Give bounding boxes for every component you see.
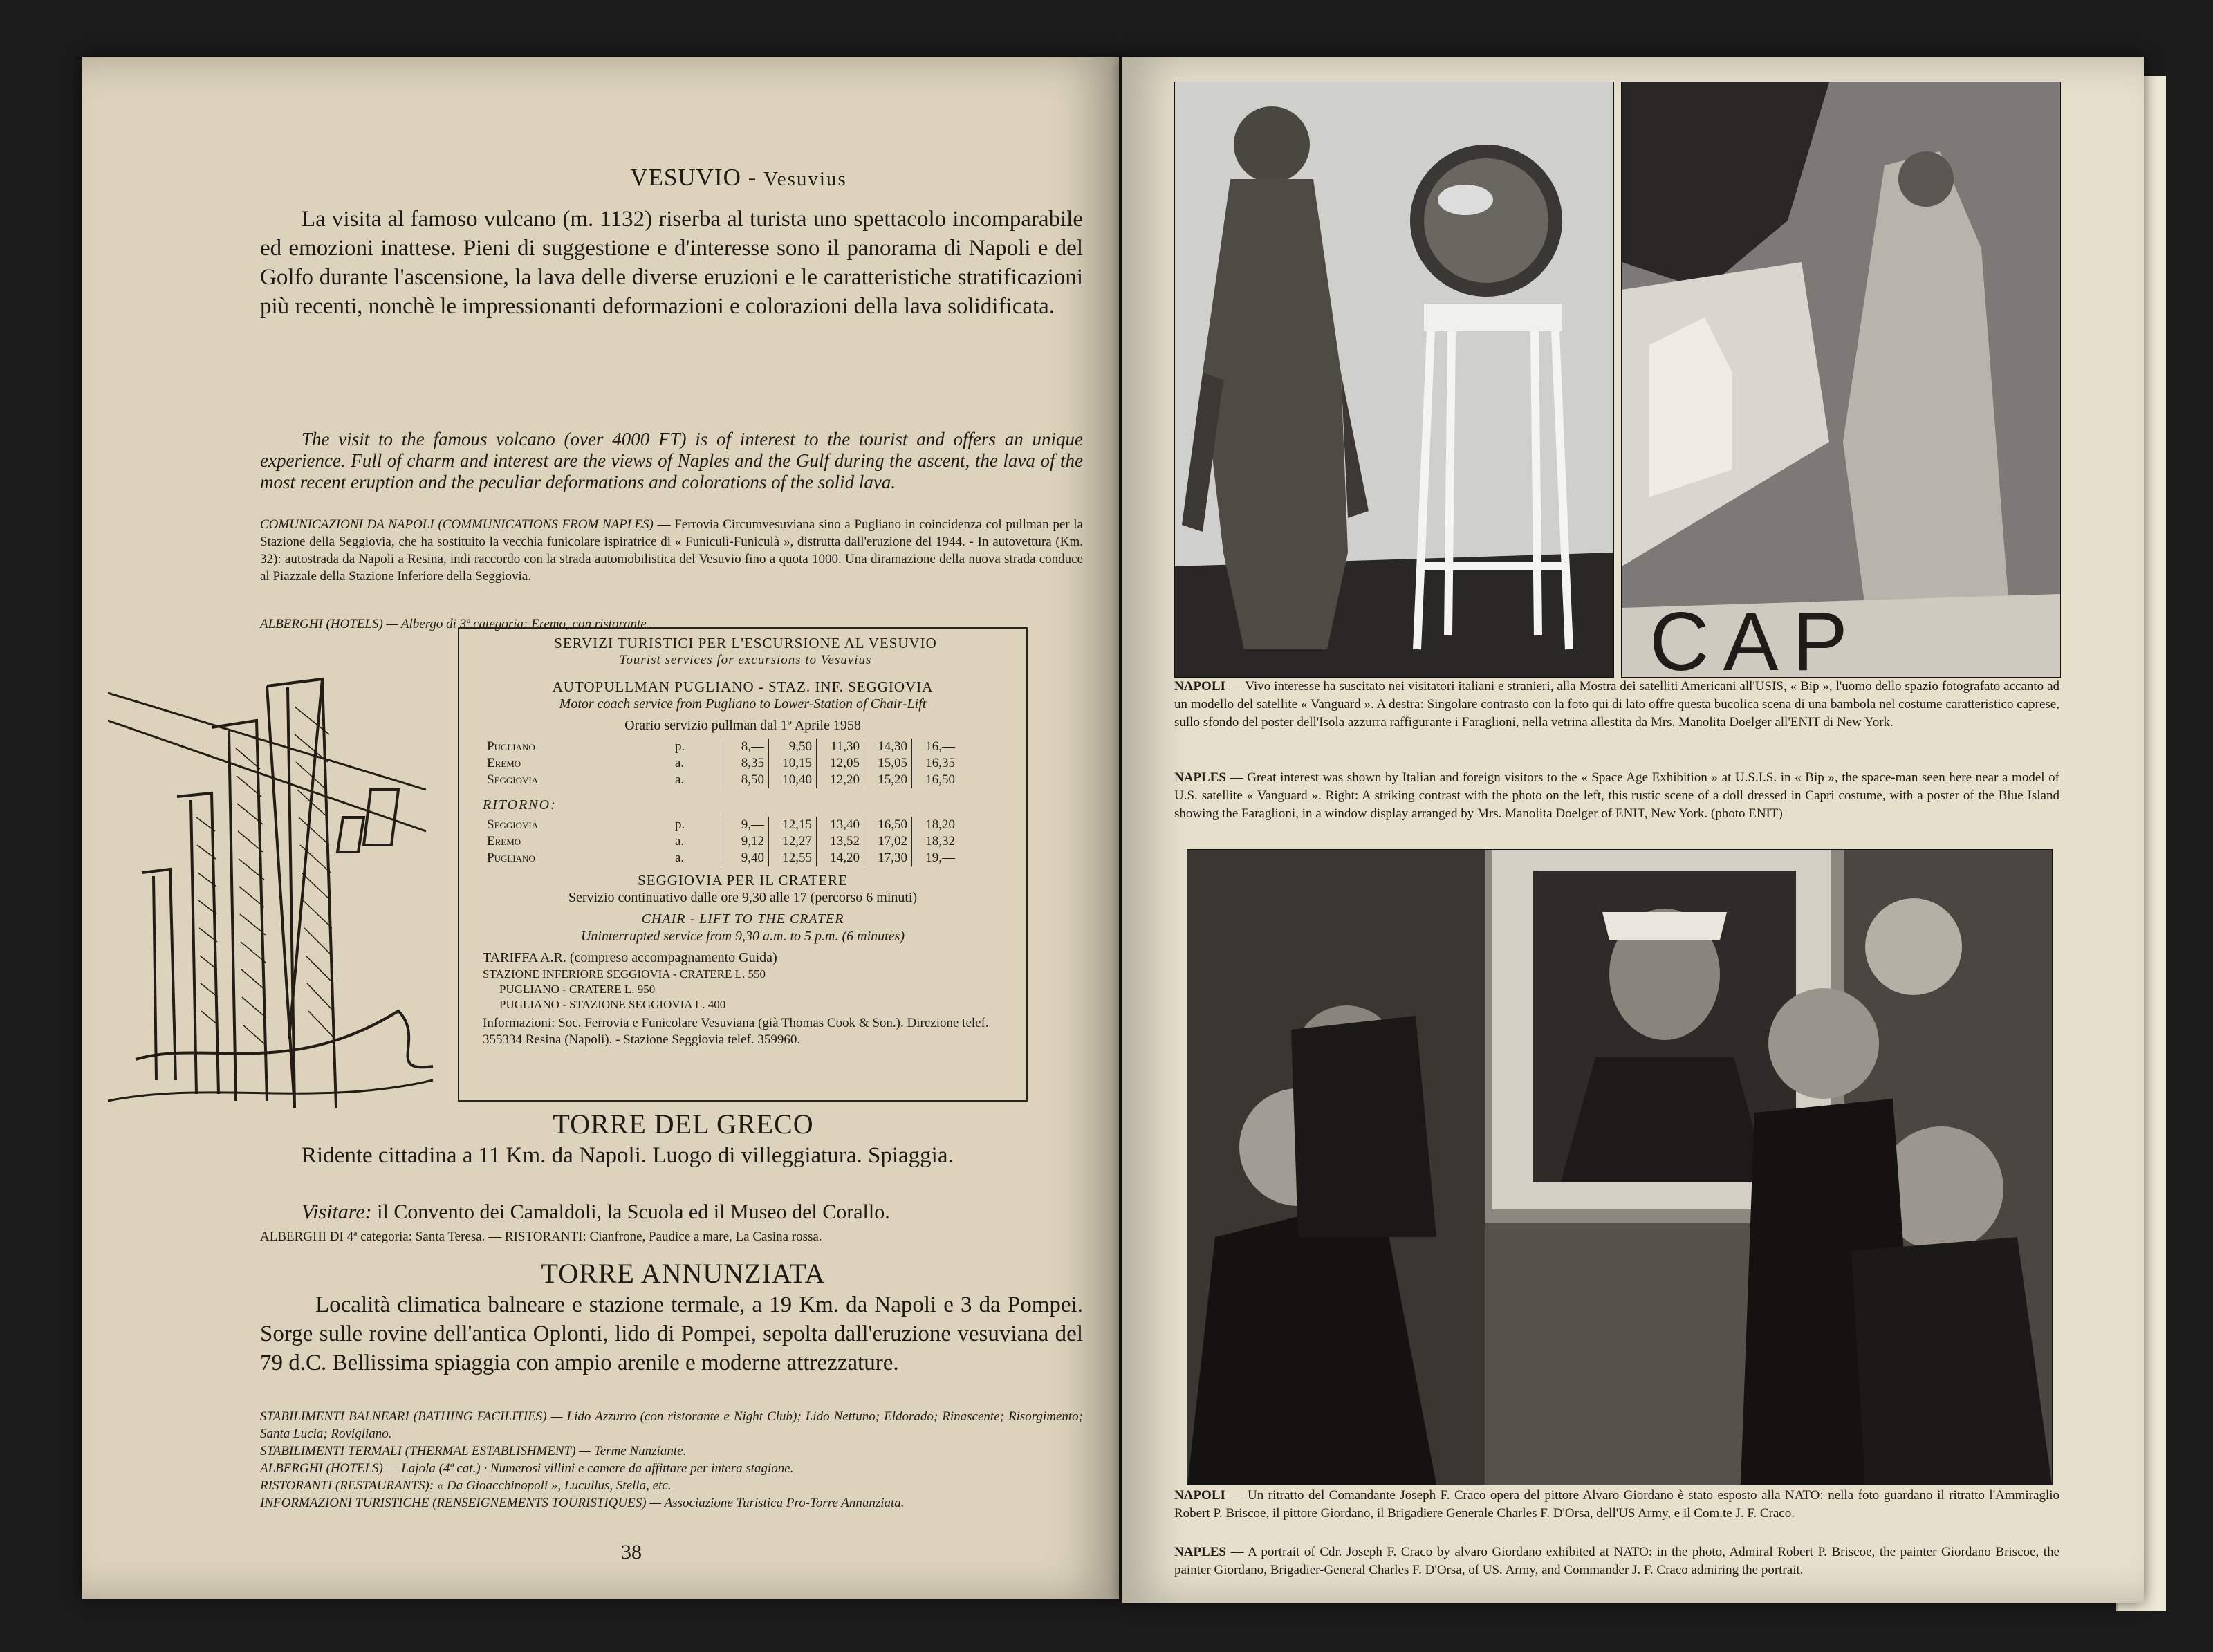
caption-1-en-lead: NAPLES bbox=[1174, 770, 1226, 785]
caption-1-it-text: — Vivo interesse ha suscitato nei visitatori italiani e stranieri, alla Mostra dei satelliti Americani all'USIS, « Bip », l'uomo dello spazio fotografato accanto ad un modello del satellite « Vanguard ». A destra: Singolare contrasto con la foto qui di lato offre questa bucolica scena di una bambola nel costume caratteristico caprese, sullo sfondo del poster dell'Isola azzurra raffigurante i Faraglioni, nella vetrina allestita da Mrs. Manolita Doelger all'ENIT di New York. bbox=[1174, 679, 2060, 730]
caption-2-it-text: — Un ritratto del Comandante Joseph F. Craco opera del pittore Alvaro Giordano è stato esposto alla NATO: nella foto guardano il ritratto l'Ammiraglio Robert P. Briscoe, il pittore Giordano, il Brigadiere Generale Charles F. D'Orsa, dell'US Army, e il Com.te J. F. Craco. bbox=[1174, 1488, 2060, 1521]
annunziata-detail-line: STABILIMENTI TERMALI (THERMAL ESTABLISHMENT) — Terme Nunziante. bbox=[260, 1444, 687, 1458]
schedule-time: 14,30 bbox=[864, 739, 912, 755]
schedule-pa: p. bbox=[675, 817, 685, 832]
right-page bbox=[1122, 57, 2144, 1603]
box-heading-en: Motor coach service from Pugliano to Lower-Station of Chair-Lift bbox=[559, 696, 927, 712]
alberghi-text: — Albergo di 3ª categoria: Eremo, con ristorante. bbox=[386, 617, 650, 631]
annunziata-detail-line: ALBERGHI (HOTELS) — Lajola (4ª cat.) · Numerosi villini e camere da affittare per intera stagione. bbox=[260, 1461, 794, 1476]
annunziata-detail-line: RISTORANTI (RESTAURANTS): « Da Gioacchinopoli », Lucullus, Stella, etc. bbox=[260, 1478, 672, 1493]
schedule-pa: a. bbox=[675, 851, 685, 865]
vesuvio-intro-en: The visit to the famous volcano (over 4000 FT) is of interest to the tourist and offers an unique experience. Full of charm and interest are the views of Naples and the Gulf during the ascent, the lava of the most recent eruption and the peculiar deformations and colorations of the solid lava. bbox=[260, 429, 1083, 492]
comunicazioni bbox=[260, 516, 1083, 585]
visitare-label: Visitare: bbox=[302, 1200, 372, 1223]
chair-title: CHAIR - LIFT TO THE CRATER bbox=[641, 911, 844, 927]
schedule-ritorno bbox=[483, 817, 959, 866]
torre-annunziata-details bbox=[260, 1408, 1083, 1512]
schedule-time: 18,20 bbox=[912, 817, 960, 833]
vesuvio-title-en: Vesuvius bbox=[763, 168, 847, 190]
schedule-time: 16,35 bbox=[912, 755, 960, 772]
schedule-time: 12,15 bbox=[769, 817, 817, 833]
schedule-time: 16,— bbox=[912, 739, 960, 755]
schedule-andata bbox=[483, 739, 959, 788]
schedule-place: Seggiovia bbox=[487, 772, 539, 787]
schedule-time: 17,02 bbox=[864, 833, 912, 850]
schedule-time: 12,05 bbox=[817, 755, 864, 772]
schedule-time: 8,— bbox=[721, 739, 769, 755]
schedule-time: 15,05 bbox=[864, 755, 912, 772]
schedule-row bbox=[483, 817, 959, 833]
schedule-time: 13,52 bbox=[817, 833, 864, 850]
schedule-time: 9,— bbox=[721, 817, 769, 833]
box-heading: AUTOPULLMAN PUGLIANO - STAZ. INF. SEGGIOVIA bbox=[552, 678, 934, 695]
torre-greco-title: TORRE DEL GRECO bbox=[553, 1108, 814, 1140]
schedule-pa: p. bbox=[675, 739, 685, 754]
schedule-time: 16,50 bbox=[864, 817, 912, 833]
schedule-row bbox=[483, 739, 959, 755]
tariffa-item: PUGLIANO - CRATERE L. 950 bbox=[499, 983, 656, 996]
ritorno-label: RITORNO: bbox=[483, 797, 557, 813]
schedule-place: Seggiovia bbox=[487, 817, 539, 832]
caption-2-en-text: — A portrait of Cdr. Joseph F. Craco by alvaro Giordano exhibited at NATO: in the photo, Admiral Robert P. Briscoe, the painter Giordano Briscoe, the painter Giordano, Brigadier-General Charles F. D'Orsa, of US. Army, and Commander J. F. Craco admiring the portrait. bbox=[1174, 1545, 2060, 1577]
chairlift-sketch-illustration bbox=[108, 624, 454, 1122]
tariffa: TARIFFA A.R. (compreso accompagnamento Guida) bbox=[483, 950, 777, 965]
caption-1-it-lead: NAPOLI bbox=[1174, 679, 1225, 694]
annunziata-detail-line: INFORMAZIONI TURISTICHE (RENSEIGNEMENTS TOURISTIQUES) — Associazione Turistica Pro-Torre Annunziata. bbox=[260, 1496, 905, 1510]
photo-spaceman-satellite bbox=[1174, 82, 1614, 678]
vesuvio-title: VESUVIO - Vesuvius bbox=[630, 164, 847, 191]
caption-2-en-lead: NAPLES bbox=[1174, 1545, 1226, 1559]
schedule-time: 8,35 bbox=[721, 755, 769, 772]
schedule-time: 18,32 bbox=[912, 833, 960, 850]
caption-1-it bbox=[1174, 678, 2059, 732]
schedule-time: 13,40 bbox=[817, 817, 864, 833]
tariffa-item: STAZIONE INFERIORE SEGGIOVIA - CRATERE L. 550 bbox=[483, 967, 766, 981]
schedule-time: 12,27 bbox=[769, 833, 817, 850]
schedule-row bbox=[483, 772, 959, 788]
schedule-time: 17,30 bbox=[864, 850, 912, 866]
seggiovia-text: Servizio continuativo dalle ore 9,30 alle 17 (percorso 6 minuti) bbox=[568, 890, 918, 905]
caption-1-en-text: — Great interest was shown by Italian and foreign visitors to the « Space Age Exhibition » at U.S.I.S. in « Bip », the space-man seen here near a model of U.S. satellite « Vanguard ». Right: A striking contrast with the photo on the left, this rustic scene of a doll dressed in Capri costume, with a poster of the Blue Island showing the Faraglioni, in a window display arranged by Mrs. Manolita Doelger of ENIT, New York. (photo ENIT) bbox=[1174, 770, 2060, 821]
tariffe-list bbox=[483, 967, 1026, 1012]
caption-2-en bbox=[1174, 1543, 2059, 1579]
caption-1-en bbox=[1174, 769, 2059, 823]
photo-capri-doll-poster bbox=[1621, 82, 2061, 678]
schedule-time: 12,55 bbox=[769, 850, 817, 866]
schedule-time: 11,30 bbox=[817, 739, 864, 755]
schedule-pa: a. bbox=[675, 834, 685, 848]
schedule-time: 10,15 bbox=[769, 755, 817, 772]
caption-2-it-lead: NAPOLI bbox=[1174, 1488, 1225, 1503]
annunziata-detail-line: STABILIMENTI BALNEARI (BATHING FACILITIES) — Lido Azzurro (con ristorante e Night Club); Lido Nettuno; Eldorado; Rinascente; Risorgimento; Santa Lucia; Rovigliano. bbox=[260, 1409, 1083, 1441]
schedule-row bbox=[483, 833, 959, 850]
portrait-exhibition-image bbox=[1187, 850, 2052, 1485]
schedule-row bbox=[483, 755, 959, 772]
capri-doll-image bbox=[1622, 82, 2060, 677]
servizi-subtitle: Tourist services for excursions to Vesuvius bbox=[619, 653, 872, 667]
schedule-place: Eremo bbox=[487, 834, 521, 848]
visitare bbox=[302, 1200, 1083, 1224]
servizi-title: SERVIZI TURISTICI PER L'ESCURSIONE AL VESUVIO bbox=[554, 635, 937, 651]
comunicazioni-text: — Ferrovia Circumvesuviana sino a Pugliano in coincidenza col pullman per la Stazione della Seggiovia, che ha sostituito la vecchia funicolare ispiratrice di « Funiculì-Funiculà », distrutta dall'eruzione del 1944. - In autovettura (Km. 32): autostrada da Napoli a Resina, indi raccordo con la strada automobilistica del Vesuvio fino a quota 1000. Una diramazione della nuova strada conduce al Piazzale della Stazione Inferiore della Seggiovia. bbox=[260, 517, 1083, 584]
alberghi-label: ALBERGHI (HOTELS) bbox=[260, 617, 383, 631]
schedule-place: Eremo bbox=[487, 756, 521, 770]
schedule-time: 16,50 bbox=[912, 772, 960, 788]
schedule-place: Pugliano bbox=[487, 851, 535, 865]
chair-text: Uninterrupted service from 9,30 a.m. to 5 p.m. (6 minutes) bbox=[580, 929, 905, 944]
torre-annunziata-text: Località climatica balneare e stazione termale, a 19 Km. da Napoli e 3 da Pompei. Sorge sulle rovine dell'antica Oplonti, lido di Pompei, sepolta dall'eruzione vesuviana del 79 d.C. Bellissima spiaggia con ampio arenile e moderne attrezzature. bbox=[260, 1292, 1083, 1375]
schedule-pa: a. bbox=[675, 772, 685, 787]
schedule-time: 10,40 bbox=[769, 772, 817, 788]
seggiovia-title: SEGGIOVIA PER IL CRATERE bbox=[638, 872, 848, 889]
schedule-time: 9,50 bbox=[769, 739, 817, 755]
tariffa-item: PUGLIANO - STAZIONE SEGGIOVIA L. 400 bbox=[499, 998, 726, 1011]
schedule-time: 12,20 bbox=[817, 772, 864, 788]
schedule-time: 9,12 bbox=[721, 833, 769, 850]
torre-greco-small: ALBERGHI DI 4ª categoria: Santa Teresa. — RISTORANTI: Cianfrone, Paudice a mare, La Casina rossa. bbox=[260, 1229, 822, 1244]
tourist-services-box bbox=[458, 627, 1028, 1102]
vesuvio-title-it: VESUVIO bbox=[630, 164, 741, 191]
schedule-place: Pugliano bbox=[487, 739, 535, 754]
vesuvio-intro-it: La visita al famoso vulcano (m. 1132) riserba al turista uno spettacolo incomparabile ed emozioni inattese. Pieni di suggestione e d'interesse sono il panorama di Napoli e del Golfo durante l'ascensione, la lava delle diverse eruzioni e le caratteristiche stratificazioni più recenti, nonchè le impressionanti deformazioni e colorazioni della lava solidificata. bbox=[260, 207, 1083, 319]
schedule-time: 15,20 bbox=[864, 772, 912, 788]
caption-2-it bbox=[1174, 1487, 2059, 1523]
schedule-row bbox=[483, 850, 959, 866]
comunicazioni-label: COMUNICAZIONI DA NAPOLI (COMMUNICATIONS FROM NAPLES) bbox=[260, 517, 654, 532]
photo-portrait-exhibition bbox=[1187, 849, 2053, 1485]
page-number: 38 bbox=[621, 1541, 642, 1563]
schedule-time: 19,— bbox=[912, 850, 960, 866]
informazioni-text: Informazioni: Soc. Ferrovia e Funicolare Vesuviana (già Thomas Cook & Son.). Direzione telef. 355334 Resina (Napoli). - Stazione Seggiovia telef. 359960. bbox=[483, 1016, 989, 1047]
torre-annunziata-title: TORRE ANNUNZIATA bbox=[541, 1258, 826, 1289]
schedule-pa: a. bbox=[675, 756, 685, 770]
box-orario: Orario servizio pullman dal 1º Aprile 1958 bbox=[624, 718, 861, 733]
schedule-time: 14,20 bbox=[817, 850, 864, 866]
torre-greco-text: Ridente cittadina a 11 Km. da Napoli. Luogo di villeggiatura. Spiaggia. bbox=[302, 1143, 954, 1168]
spaceman-satellite-image bbox=[1175, 82, 1613, 677]
visitare-text: il Convento dei Camaldoli, la Scuola ed il Museo del Corallo. bbox=[377, 1200, 890, 1223]
schedule-time: 9,40 bbox=[721, 850, 769, 866]
informazioni bbox=[483, 1015, 1012, 1048]
poster-cap-text: CAP bbox=[1649, 595, 1862, 678]
schedule-time: 8,50 bbox=[721, 772, 769, 788]
left-page bbox=[82, 57, 1119, 1599]
